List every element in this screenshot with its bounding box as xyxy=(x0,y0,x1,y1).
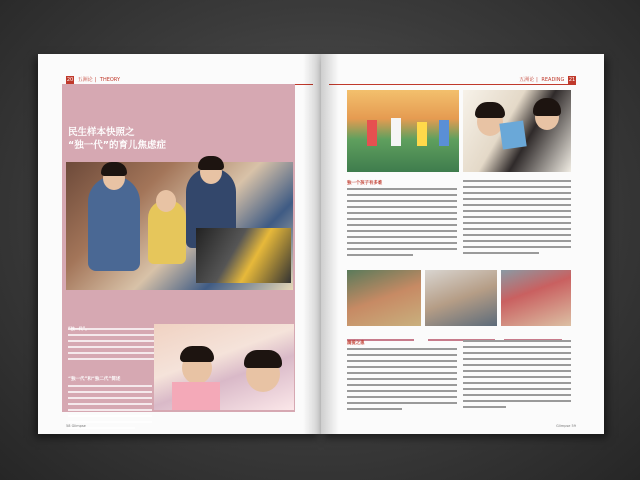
classroom-photo xyxy=(347,270,421,326)
right-gutter-shadow xyxy=(321,54,339,434)
child-face xyxy=(156,190,176,212)
toddler-hair xyxy=(475,102,505,118)
left-page xyxy=(38,54,321,434)
title-line-2: “独一代”的育儿焦虑症 xyxy=(68,140,166,151)
child-hair-1 xyxy=(180,346,214,362)
subhead-one-child: 独一个孩子有多难 xyxy=(347,181,383,186)
left-gutter-shadow xyxy=(303,54,321,434)
mother-figure xyxy=(88,176,140,271)
father-hair xyxy=(198,156,224,170)
playground-photo xyxy=(347,90,459,172)
right-col-3-text xyxy=(347,348,457,414)
subhead-generations: “独一代”和“独二代”简述 xyxy=(68,377,121,382)
left-section-en: THEORY xyxy=(99,77,121,83)
mother-hair-2 xyxy=(533,98,561,116)
mother-child-photo xyxy=(463,90,571,172)
right-page xyxy=(321,54,604,434)
right-section-cn: 五洲论 xyxy=(519,77,535,83)
child-yellow xyxy=(417,122,427,146)
family-reading-photo xyxy=(66,162,293,290)
title-line-1: 民生样本快照之 xyxy=(68,127,135,138)
child-blue xyxy=(439,120,449,146)
subhead-spoiling: 溺爱之患 xyxy=(347,341,365,346)
right-footer: Glimpse 59 xyxy=(556,424,576,428)
magazine-spread xyxy=(38,54,604,434)
children-photo xyxy=(154,324,294,410)
picture-book xyxy=(196,228,291,283)
article-title xyxy=(68,126,166,152)
crowd-photo xyxy=(501,270,571,326)
left-page-header: 20 五洲论 | THEORY xyxy=(66,76,313,85)
child-hair-2 xyxy=(244,350,282,368)
queue-photo xyxy=(425,270,497,326)
child-red xyxy=(367,120,377,146)
child-shirt xyxy=(172,382,220,410)
left-page-number: 20 xyxy=(66,77,74,83)
right-col-4-text xyxy=(463,340,571,412)
left-section-cn: 五洲论 xyxy=(77,77,93,83)
right-col-2-text xyxy=(463,180,571,258)
child-white xyxy=(391,118,401,146)
right-col-1-text xyxy=(347,188,457,260)
left-footer: 58 Glimpse xyxy=(66,424,86,428)
right-page-number: 21 xyxy=(568,77,576,83)
mother-hair xyxy=(101,162,127,176)
picture-card xyxy=(499,120,526,149)
right-page-header: 五洲论 | READING 21 xyxy=(329,76,576,85)
right-section-en: READING xyxy=(541,77,565,83)
